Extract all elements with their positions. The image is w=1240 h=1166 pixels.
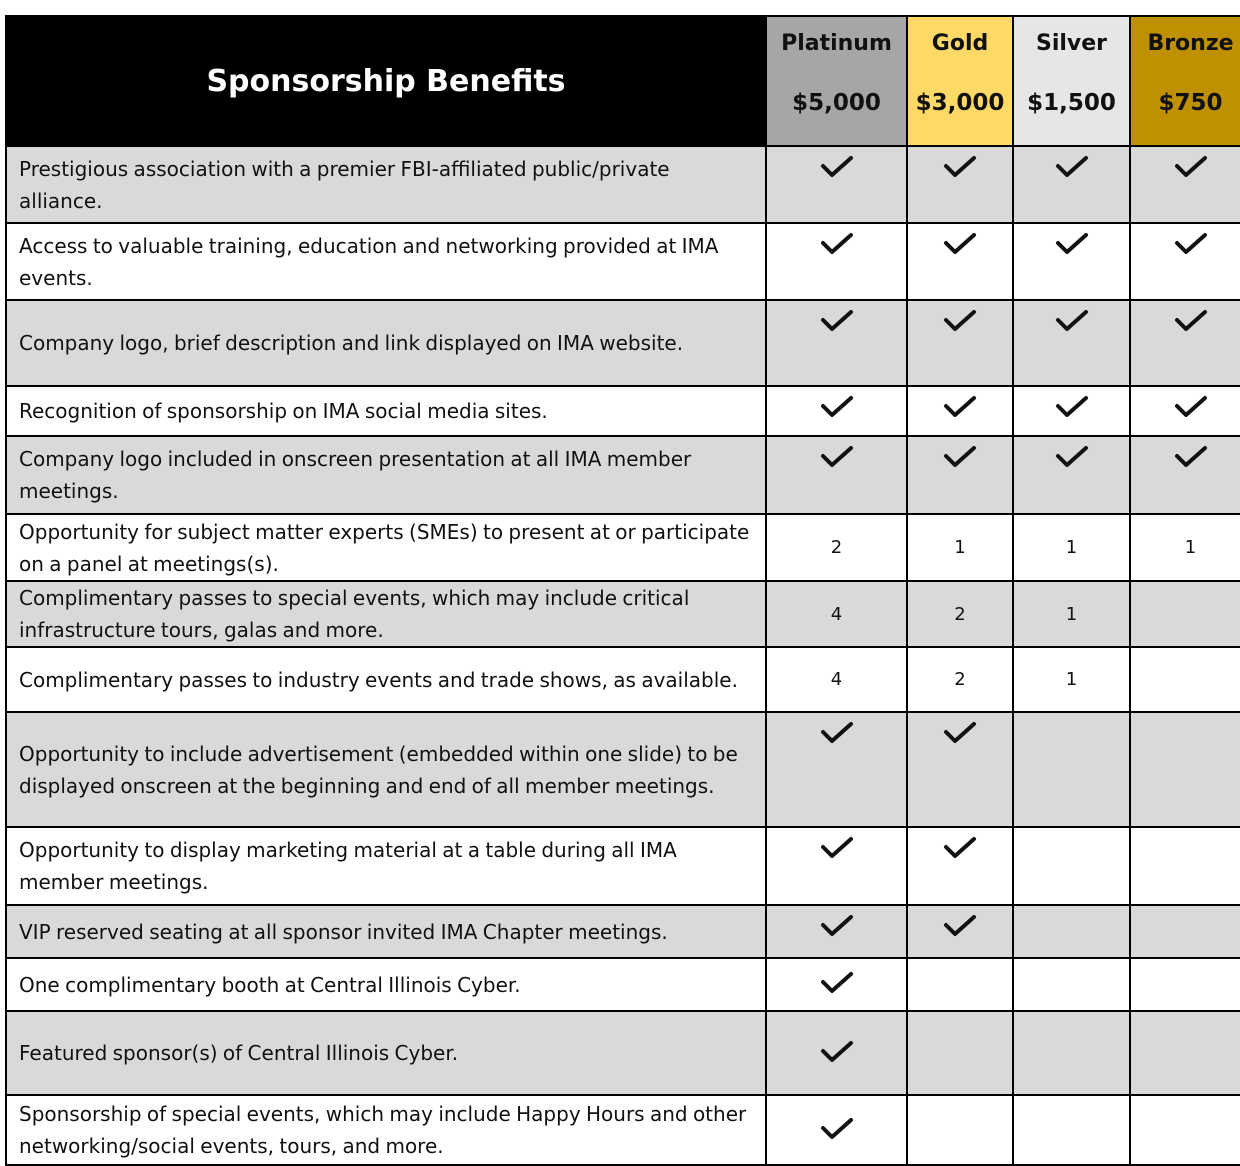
table-row bbox=[6, 827, 1240, 905]
tier-cell-platinum bbox=[766, 1095, 907, 1165]
checkmark-icon bbox=[943, 721, 977, 745]
tier-cell-platinum bbox=[766, 581, 907, 647]
tier-cell-platinum bbox=[766, 300, 907, 386]
checkmark-icon bbox=[820, 836, 854, 860]
checkmark-icon bbox=[1174, 155, 1208, 179]
tier-cell-silver bbox=[1013, 581, 1130, 647]
benefits-body bbox=[6, 146, 1240, 1165]
tier-cell-platinum bbox=[766, 647, 907, 712]
tier-count: 4 bbox=[830, 603, 843, 625]
benefit-description: Recognition of sponsorship on IMA social media sites. bbox=[6, 386, 766, 436]
tier-count: 1 bbox=[1065, 669, 1078, 690]
tier-cell-bronze bbox=[1130, 223, 1240, 300]
checkmark-icon bbox=[943, 914, 977, 938]
tier-cell-gold bbox=[907, 581, 1013, 647]
tier-cell-gold bbox=[907, 827, 1013, 905]
checkmark-icon bbox=[1055, 445, 1089, 469]
tier-count: 1 bbox=[1065, 603, 1078, 625]
checkmark-icon bbox=[1174, 232, 1208, 256]
table-row bbox=[6, 223, 1240, 300]
checkmark-icon bbox=[943, 445, 977, 469]
tier-header-bronze bbox=[1130, 16, 1240, 146]
benefit-description: Complimentary passes to industry events and trade shows, as available. bbox=[6, 647, 766, 712]
tier-cell-bronze bbox=[1130, 1095, 1240, 1165]
tier-cell-gold bbox=[907, 514, 1013, 581]
table-row bbox=[6, 300, 1240, 386]
tier-cell-gold bbox=[907, 300, 1013, 386]
tier-name: Bronze bbox=[1147, 31, 1234, 56]
tier-cell-silver bbox=[1013, 300, 1130, 386]
tier-cell-bronze bbox=[1130, 1011, 1240, 1095]
tier-cell-bronze bbox=[1130, 146, 1240, 223]
benefit-description: Opportunity to display marketing material at a table during all IMA member meetings. bbox=[6, 827, 766, 905]
checkmark-icon bbox=[820, 395, 854, 419]
table-row bbox=[6, 647, 1240, 712]
tier-price: $750 bbox=[1158, 90, 1223, 116]
tier-header-silver bbox=[1013, 16, 1130, 146]
tier-cell-platinum bbox=[766, 386, 907, 436]
checkmark-icon bbox=[820, 155, 854, 179]
checkmark-icon bbox=[820, 1117, 854, 1141]
checkmark-icon bbox=[820, 721, 854, 745]
tier-count: 1 bbox=[1184, 537, 1197, 558]
checkmark-icon bbox=[820, 914, 854, 938]
tier-cell-platinum bbox=[766, 514, 907, 581]
tier-price: $5,000 bbox=[792, 90, 881, 116]
checkmark-icon bbox=[1174, 395, 1208, 419]
tier-cell-platinum bbox=[766, 436, 907, 514]
checkmark-icon bbox=[943, 309, 977, 333]
benefit-description: Sponsorship of special events, which may include Happy Hours and other networking/social events, tours, and more. bbox=[6, 1095, 766, 1165]
tier-cell-platinum bbox=[766, 146, 907, 223]
tier-cell-bronze bbox=[1130, 647, 1240, 712]
tier-cell-silver bbox=[1013, 436, 1130, 514]
checkmark-icon bbox=[820, 309, 854, 333]
table-row bbox=[6, 712, 1240, 827]
tier-count: 1 bbox=[954, 537, 966, 558]
tier-name: Silver bbox=[1035, 31, 1108, 56]
tier-cell-silver bbox=[1013, 647, 1130, 712]
tier-cell-silver bbox=[1013, 827, 1130, 905]
tier-count: 2 bbox=[830, 537, 843, 558]
benefit-description: Complimentary passes to special events, which may include critical infrastructure tours, galas and more. bbox=[6, 581, 766, 647]
benefit-description: VIP reserved seating at all sponsor invited IMA Chapter meetings. bbox=[6, 905, 766, 958]
tier-cell-platinum bbox=[766, 712, 907, 827]
table-row bbox=[6, 1011, 1240, 1095]
checkmark-icon bbox=[943, 836, 977, 860]
tier-header-gold bbox=[907, 16, 1013, 146]
checkmark-icon bbox=[1174, 445, 1208, 469]
table-row bbox=[6, 905, 1240, 958]
checkmark-icon bbox=[943, 232, 977, 256]
tier-count: 2 bbox=[954, 603, 966, 625]
tier-cell-gold bbox=[907, 712, 1013, 827]
tier-cell-gold bbox=[907, 223, 1013, 300]
checkmark-icon bbox=[943, 395, 977, 419]
benefit-description: Company logo, brief description and link displayed on IMA website. bbox=[6, 300, 766, 386]
tier-count: 2 bbox=[954, 669, 966, 690]
tier-cell-silver bbox=[1013, 514, 1130, 581]
table-title: Sponsorship Benefits bbox=[6, 16, 766, 146]
tier-cell-silver bbox=[1013, 1095, 1130, 1165]
checkmark-icon bbox=[1055, 309, 1089, 333]
benefit-description: Access to valuable training, education and networking provided at IMA events. bbox=[6, 223, 766, 300]
checkmark-icon bbox=[820, 445, 854, 469]
table-row bbox=[6, 514, 1240, 581]
benefit-description: Prestigious association with a premier FBI-affiliated public/private alliance. bbox=[6, 146, 766, 223]
header-row bbox=[6, 16, 1240, 146]
tier-cell-bronze bbox=[1130, 958, 1240, 1011]
tier-cell-gold bbox=[907, 647, 1013, 712]
tier-cell-platinum bbox=[766, 1011, 907, 1095]
checkmark-icon bbox=[1055, 155, 1089, 179]
tier-cell-platinum bbox=[766, 827, 907, 905]
table-row bbox=[6, 146, 1240, 223]
tier-cell-gold bbox=[907, 905, 1013, 958]
table-row bbox=[6, 386, 1240, 436]
tier-cell-bronze bbox=[1130, 436, 1240, 514]
checkmark-icon bbox=[820, 971, 854, 995]
table-row bbox=[6, 436, 1240, 514]
benefit-description: Company logo included in onscreen presentation at all IMA member meetings. bbox=[6, 436, 766, 514]
benefit-description: One complimentary booth at Central Illinois Cyber. bbox=[6, 958, 766, 1011]
tier-cell-bronze bbox=[1130, 514, 1240, 581]
table-row bbox=[6, 1095, 1240, 1165]
benefit-description: Opportunity for subject matter experts (SMEs) to present at or participate on a panel at meetings(s). bbox=[6, 514, 766, 581]
tier-count: 1 bbox=[1065, 537, 1078, 558]
tier-cell-bronze bbox=[1130, 581, 1240, 647]
tier-count: 4 bbox=[830, 669, 843, 690]
benefit-description: Featured sponsor(s) of Central Illinois Cyber. bbox=[6, 1011, 766, 1095]
tier-name: Platinum bbox=[781, 31, 892, 56]
tier-cell-bronze bbox=[1130, 827, 1240, 905]
checkmark-icon bbox=[1055, 395, 1089, 419]
tier-cell-bronze bbox=[1130, 905, 1240, 958]
tier-cell-silver bbox=[1013, 905, 1130, 958]
tier-header-platinum bbox=[766, 16, 907, 146]
benefit-description: Opportunity to include advertisement (embedded within one slide) to be displayed onscreen at the beginning and end of all member meetings. bbox=[6, 712, 766, 827]
checkmark-icon bbox=[943, 155, 977, 179]
tier-name: Gold bbox=[931, 31, 989, 56]
tier-cell-platinum bbox=[766, 223, 907, 300]
tier-cell-silver bbox=[1013, 386, 1130, 436]
tier-cell-platinum bbox=[766, 905, 907, 958]
tier-cell-bronze bbox=[1130, 712, 1240, 827]
checkmark-icon bbox=[820, 232, 854, 256]
tier-cell-gold bbox=[907, 146, 1013, 223]
checkmark-icon bbox=[1174, 309, 1208, 333]
tier-price: $1,500 bbox=[1027, 90, 1116, 116]
checkmark-icon bbox=[820, 1040, 854, 1064]
tier-cell-silver bbox=[1013, 146, 1130, 223]
table-row bbox=[6, 958, 1240, 1011]
tier-price: $3,000 bbox=[915, 90, 1005, 116]
tier-cell-gold bbox=[907, 386, 1013, 436]
sponsorship-table bbox=[5, 15, 1240, 1166]
tier-cell-silver bbox=[1013, 712, 1130, 827]
tier-cell-gold bbox=[907, 958, 1013, 1011]
tier-cell-gold bbox=[907, 436, 1013, 514]
tier-cell-silver bbox=[1013, 223, 1130, 300]
tier-cell-gold bbox=[907, 1011, 1013, 1095]
tier-cell-silver bbox=[1013, 958, 1130, 1011]
tier-cell-bronze bbox=[1130, 300, 1240, 386]
checkmark-icon bbox=[1055, 232, 1089, 256]
tier-cell-silver bbox=[1013, 1011, 1130, 1095]
tier-cell-platinum bbox=[766, 958, 907, 1011]
table-row bbox=[6, 581, 1240, 647]
tier-cell-bronze bbox=[1130, 386, 1240, 436]
tier-cell-gold bbox=[907, 1095, 1013, 1165]
